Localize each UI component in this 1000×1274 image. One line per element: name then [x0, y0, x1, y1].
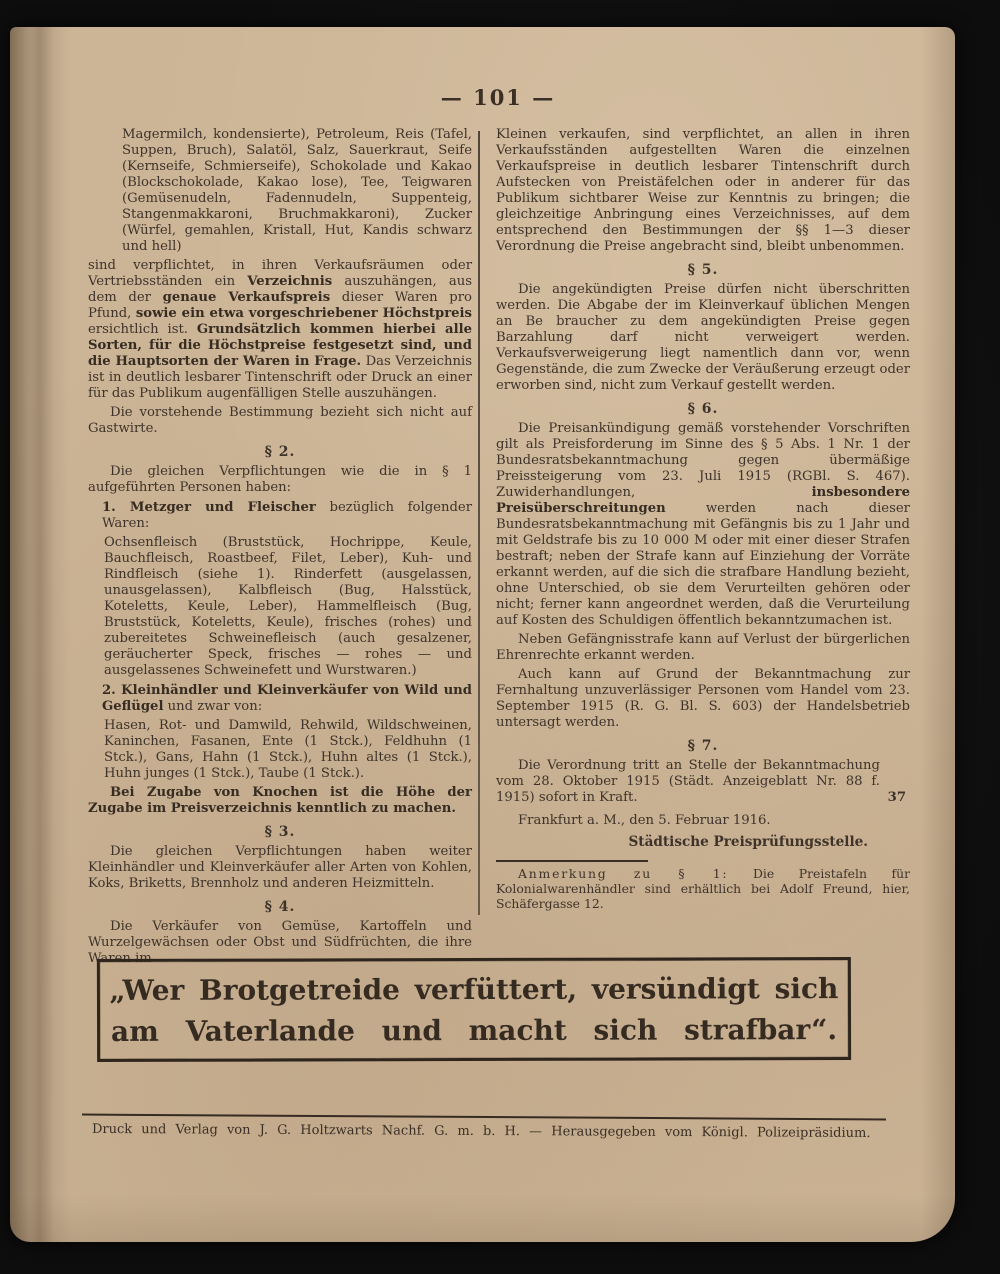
paragraph-section3: Die gleichen Verpflichtungen haben weiter Kleinhändler und Kleinverkäufer aller Arten von Kohlen, Koks, Briketts, Brennholz und anderen Heizmitteln. — [88, 844, 472, 891]
section-heading-5: § 5. — [687, 262, 719, 278]
text-segment: Die Preisankündigung gemäß vorstehender Vorschriften gilt als Preisforderung im Sinne des § 5 Abs. 1 Nr. 1 der Bundesratsbekanntmachung gegen übermäßige Preissteigerung vom 23. Juli 1915 (RGBl. S. 467). Zuwiderhandlungen, — [496, 421, 910, 500]
dateline: Frankfurt a. M., den 5. Februar 1916. — [518, 813, 771, 828]
imprint-divider — [82, 1114, 886, 1121]
paragraph-item2-heading — [102, 683, 472, 715]
text-segment: dieser Waren pro Pfund, — [88, 290, 472, 321]
column-right — [496, 127, 910, 914]
margin-number: 37 — [887, 790, 906, 805]
text-segment: Verzeichnis — [247, 274, 333, 289]
text-segment: ersichtlich ist. — [88, 322, 197, 337]
page-fold-shadow — [28, 27, 54, 1242]
paragraph-section5: Die angekündigten Preise dürfen nicht überschritten werden. Die Abgabe der im Kleinverkauf üblichen Mengen an Be braucher zu dem angekündigten Preise gegen Barzahlung darf nicht verweigert werden. Verkaufsverweigerung liegt namentlich dann vor, wenn Gegenstände, die zum Zwecke der Veräußerung erzeugt oder erworben sind, nicht zum Verkauf gestellt werden. — [496, 282, 910, 393]
text-segment: sind verpflichtet, in ihren Verkaufsräumen oder Vertriebsständen ein — [88, 258, 472, 289]
page-number: — 101 — — [440, 85, 556, 110]
text-segment: 1. Metzger und Fleischer — [102, 500, 316, 515]
document-page — [10, 27, 955, 1242]
paragraph-section2-intro: Die gleichen Verpflichtungen wie die in § 1 aufgeführten Personen haben: — [88, 464, 472, 495]
text-segment: auszuhängen, aus dem der — [88, 274, 472, 305]
column-divider — [478, 131, 480, 915]
section-heading-2: § 2. — [264, 444, 296, 460]
paragraph-section6 — [496, 421, 910, 629]
text-segment: Die Preistafeln für Kolonialwarenhändler sind erhältlich bei Adolf Freund, hier, Schäfergasse 12. — [496, 865, 910, 911]
text-segment: insbesondere Preisüberschreitungen — [496, 485, 910, 516]
text-segment: sowie ein etwa vorgeschriebener Höchstpreis — [135, 306, 472, 321]
imprint-line: Druck und Verlag von J. G. Holtzwarts Nachf. G. m. b. H. — Herausgegeben vom Königl. Polizeipräsidium. — [91, 1121, 871, 1141]
paragraph-handelsverbot: Auch kann auf Grund der Bekanntmachung zur Fernhaltung unzuverlässiger Personen vom Handel vom 23. September 1915 (R. G. Bl. S. 603) der Handelsbetrieb untersagt werden. — [496, 667, 910, 730]
signature-line: Städtische Preisprüfungsstelle. — [628, 834, 868, 850]
section7-text: Die Verordnung tritt an Stelle der Bekanntmachung vom 28. Oktober 1915 (Städt. Anzeigeblatt Nr. 88 f. 1915) sofort in Kraft. — [496, 758, 880, 805]
paragraph-section7 — [496, 758, 910, 806]
text-segment: Grundsätzlich kommen hierbei alle Sorten, für die Höchstpreise festgesetzt sind, und die Hauptsorten der Waren in Frage. — [88, 322, 472, 369]
text-segment: und zwar von: — [163, 699, 263, 714]
paragraph-item1-detail: Ochsenfleisch (Bruststück, Hochrippe, Keule, Bauchfleisch, Roastbeef, Filet, Leber), Kuh- und Rindfleisch (siehe 1). Rinderfett (ausgelassen, unausgelassen), Kalbfleisch (Bug, Halsstück, Koteletts, Keule, Leber), Hammelfleisch (Bug, Bruststück, Koteletts, Keule), frisches (rohes) und zubereitetes Schweinefleisch (auch gesalzener, geräucherter Speck, frisches — rohes — und ausgelassenes Schweinefett und Wurstwaren.) — [104, 535, 472, 678]
paragraph-gastwirte-note: Die vorstehende Bestimmung bezieht sich nicht auf Gastwirte. — [88, 405, 472, 436]
footnote — [496, 866, 910, 911]
paragraph-goods-list: Magermilch, kondensierte), Petroleum, Reis (Tafel, Suppen, Bruch), Salatöl, Salz, Sauerkraut, Seife (Kernseife, Schmierseife), Schokolade und Kakao (Blockschokolade, Kakao lose), Tee, Teigwaren (Gemüsenudeln, Fadennudeln, Suppenteig, Stangenmakkaroni, Bruchmakkaroni), Zucker (Würfel, gemahlen, Kristall, Hut, Kandis schwarz und hell) — [122, 127, 472, 254]
column-left — [88, 127, 472, 970]
text-segment: Anmerkung zu § 1: — [518, 865, 729, 881]
text-segment: werden nach dieser Bundesratsbekanntmachung mit Gefängnis bis zu 1 Jahr und mit Geldstrafe bis zu 10 000 M oder mit einer dieser Strafen bestraft; neben der Strafe kann auf Einziehung der Vorräte erkannt werden, auf die sich die strafbare Handlung bezieht, ohne Unterschied, ob sie dem Verurteilten gehören oder nicht; ferner kann angeordnet werden, daß die Verurteilung auf Kosten des Schuldigen öffentlich bekanntzumachen ist. — [496, 501, 910, 628]
text-segment: bezüglich folgender Waren: — [102, 500, 473, 531]
slogan-line-2: am Vaterlande und macht sich strafbar“. — [110, 1012, 838, 1048]
slogan-line-1: „Wer Brotgetreide verfüttert, versündigt sich — [109, 971, 839, 1007]
paragraph-knochen-note: Bei Zugabe von Knochen ist die Höhe der Zugabe im Preisverzeichnis kenntlich zu machen. — [88, 785, 472, 816]
paragraph-ehrenrechte: Neben Gefängnisstrafe kann auf Verlust der bürgerlichen Ehrenrechte erkannt werden. — [496, 632, 910, 663]
text-segment: 2. Kleinhändler und Kleinverkäufer von Wild und Geflügel — [102, 683, 472, 714]
text-segment: genaue Verkaufspreis — [162, 290, 331, 305]
slogan-box — [97, 957, 851, 1062]
section-heading-7: § 7. — [687, 738, 719, 754]
paragraph-section4-continuation: Kleinen verkaufen, sind verpflichtet, an allen in ihren Verkaufsständen aufgestellten Waren die einzelnen Verkaufspreise in deutlich lesbarer Tintenschrift durch Aufstecken von Preistäfelchen oder in anderer für das Publikum sichtbarer Weise zur Kenntnis zu bringen; die gleichzeitige Anbringung eines Verzeichnisses, auf dem entsprechend den Bestimmungen der §§ 1—3 dieser Verordnung die Preise angebracht sind, bleibt unbenommen. — [496, 127, 910, 254]
text-segment: Das Verzeichnis ist in deutlich lesbarer Tintenschrift oder Druck an einer für das Publikum augenfälligen Stelle auszuhängen. — [88, 354, 472, 401]
section-heading-4: § 4. — [264, 899, 296, 915]
paragraph-item2-detail: Hasen, Rot- und Damwild, Rehwild, Wildschweinen, Kaninchen, Fasanen, Ente (1 Stck.), Feldhuhn (1 Stck.), Gans, Hahn (1 Stck.), Huhn altes (1 Stck.), Huhn junges (1 Stck.), Taube (1 Stck.). — [104, 718, 472, 781]
section-heading-6: § 6. — [687, 401, 719, 417]
paragraph-item1-heading — [102, 500, 472, 532]
paragraph-section4: Die Verkäufer von Gemüse, Kartoffeln und Wurzelgewächsen oder Obst und Südfrüchten, die ihre Waren im — [88, 919, 472, 966]
paragraph-obligation — [88, 258, 472, 402]
footnote-divider — [496, 860, 648, 862]
section-heading-3: § 3. — [264, 824, 296, 840]
